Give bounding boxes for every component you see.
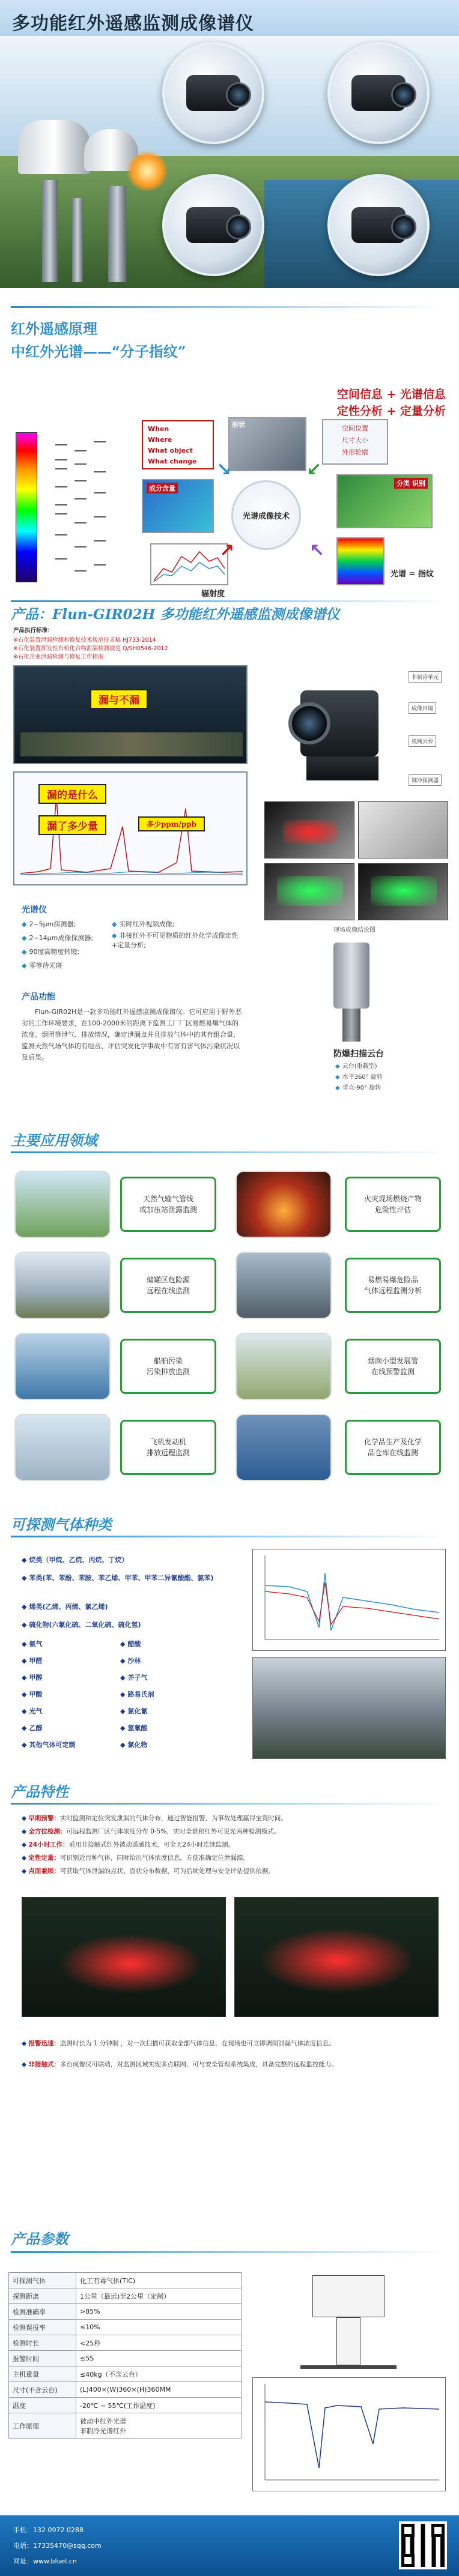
storage-tank-image: [18, 120, 90, 174]
application-label: 飞机发动机 排放远程监测: [120, 1420, 216, 1475]
principle-subtitle: 中红外光谱——“分子指纹”: [11, 343, 186, 360]
radiance-chart-box: [150, 543, 228, 585]
application-image-ship: [14, 1333, 111, 1400]
feature-thermal-image-1: [22, 1897, 226, 2017]
where-label: Where: [148, 436, 172, 444]
refinery-tower-image: [72, 198, 83, 282]
spectrum-pattern-column: [74, 432, 87, 582]
application-image-pipeline: [14, 1171, 111, 1238]
table-row: 报警时间 ≤5S: [9, 2351, 242, 2366]
divider-line: [11, 1536, 448, 1537]
how-much-leaking-tag: 漏了多少量: [38, 815, 106, 835]
exec-standard-heading: 产品执行标准：: [13, 627, 53, 634]
camera-product-image-2: [327, 42, 430, 144]
gas-spectrum-chart: [252, 1549, 446, 1651]
classification-label: 分类 识别: [394, 478, 428, 489]
when-label: When: [148, 425, 169, 433]
feature-item: ◆ 2~5μm探测器;: [22, 920, 76, 928]
what-change-label: What change: [148, 457, 197, 465]
spectrum-pattern-column: [55, 432, 67, 582]
application-label: 烟囱小型发展管 在线预警监测: [345, 1339, 441, 1394]
product-function-paragraph: Flun-GIR02H是一款多功能红外遥感监测成像谱仪。它可应用于野外恶劣的工作环境要求，在100-2000米的距离下监测工厂厂区易燃易爆气体的浓度、烟团等泄气、排放情况，确定泄漏点并且排放气体中的其有组合量、监测天然气场气体的有组合、评估突发化学事故中有害有害气体污染状况以及后果。: [22, 1008, 242, 1061]
gas-spectrum-plot: [253, 1549, 445, 1650]
standard-item: ※石化装置挥发性有机化合物泄漏检测规范 Q/SH0546-2012: [13, 645, 168, 652]
callout-uncooled-unit: 非制冷单元: [409, 671, 442, 683]
application-label: 化学品生产及化学 品仓库在线监测: [345, 1420, 441, 1475]
table-row: 探测距离 1公里（最远)至2公里（定制）: [9, 2288, 242, 2304]
gas-group: ◆ 苯类(苯、苯酚、苯胺、苯乙烯、甲苯、甲苯二异氰酸酯、氯苯): [22, 1574, 214, 1582]
feature-bottom-line: ◆ 报警迅速：监测时长为 1 分钟制 ，对一次扫描可获取全部气体信息，在现场也可立即调阅泄漏气体浓度信息。: [22, 2040, 335, 2047]
arrow-icon: ↗: [219, 540, 235, 561]
feature-bottom-line: ◆ 非接触式：多台成像仪可联动，对监测区域实现多点联网，可与安全管理系统集成，具备完整的远程监控能力。: [22, 2061, 338, 2068]
device-schematic: [252, 2275, 445, 2371]
application-image-chemical-plant: [236, 1252, 332, 1319]
ptz-heading: 防爆扫描云台: [333, 1049, 384, 1059]
size-label: 尺寸大小: [342, 436, 368, 444]
feature-line: ◆ 点面兼顾：可获取气体泄漏的点状、面状分布数据，可为后续处理与安全评估提供依据。: [22, 1868, 275, 1875]
device-image: [282, 666, 403, 786]
callout-cooled-detector: 制冷探测器: [409, 774, 442, 786]
spectrum-pattern-column: [94, 432, 106, 582]
feature-line: ◆ 全方位检测：可远程监测厂区气体浓度分布 0-5%，实时全景和红外可见光两种检测模式。: [22, 1828, 281, 1835]
spectrum-fingerprint-label: 光谱 = 指纹: [391, 570, 434, 579]
gases-title: 可探测气体种类: [11, 1516, 112, 1533]
divider-line: [11, 600, 448, 602]
application-image-tank-farm: [14, 1252, 111, 1319]
gas-group: ◆ 硫化物(六氟化硫、二氧化硫、硫化氢): [22, 1621, 141, 1629]
feature-item: ◆ 非接红外不可见物质的红外化学成像定性+定量分析;: [112, 932, 239, 949]
gas-item: ◆ 路易氏剂: [120, 1691, 154, 1698]
application-label: 火灾现场燃烧产物 危险性评估: [345, 1177, 441, 1232]
principle-right-line-1: 空间信息 + 光谱信息: [336, 388, 446, 401]
gas-item: ◆ 氨气: [22, 1640, 43, 1648]
callout-mechanical-ptz: 机械云台: [409, 735, 436, 747]
gas-item: ◆ 甲酸: [22, 1691, 43, 1698]
principle-title: 红外遥感原理: [11, 320, 97, 337]
gas-item: ◆ 氯化物: [120, 1741, 148, 1749]
imaging-caption: 现场成像结论图: [333, 927, 375, 934]
refinery-tower-image: [42, 180, 58, 282]
table-row: 检测时长 <25秒: [9, 2335, 242, 2351]
software-screen-leak: [13, 665, 248, 764]
composition-image-box: [142, 479, 214, 533]
feature-line: ◆ 定性定量：可识别近百种气体，同时给出气体浓度信息，方便准确定位泄漏源。: [22, 1854, 249, 1862]
footer-website[interactable]: 网址：www.bluel.cn: [13, 2557, 77, 2565]
thermal-image-2: [358, 801, 448, 858]
gas-group: ◆ 烯类(乙烯、丙烯、氯乙烯): [22, 1603, 108, 1611]
feature-item: ◆ 零等待光斑: [22, 962, 62, 970]
radiance-curve: [151, 544, 227, 584]
application-label: 船舶污染 污染排放监测: [120, 1339, 216, 1394]
features-title: 产品特性: [11, 1783, 68, 1800]
application-image-fire: [236, 1171, 332, 1238]
divider-line: [11, 1803, 448, 1805]
feature-line: ◆ 早期预警：实时监测和定位突发泄漏的气体分布，通过智能报警，为事故处理赢得宝贵时间。: [22, 1815, 287, 1822]
feature-item: ◆ 实时红外视频成像;: [112, 920, 175, 928]
thermal-image-3: [264, 863, 354, 920]
qr-code-icon: [399, 2521, 447, 2569]
gas-item: ◆ 乙醇: [22, 1724, 43, 1732]
divider-line: [11, 2251, 448, 2253]
spectrum-cube-image: [336, 537, 385, 585]
features-left-list: [22, 917, 93, 973]
standard-item: ※石化装置泄漏检测和修复技术规范征求稿 HJ733-2014: [13, 637, 156, 644]
thermal-image-4: [358, 863, 448, 920]
footer-phone: 手机：132 0972 0288: [13, 2526, 84, 2534]
shape-label: 形状: [232, 421, 245, 429]
gas-item: ◆ 氯化氰: [120, 1707, 148, 1715]
application-label: 易燃易爆危险品 气体远程监测分析: [345, 1258, 441, 1313]
arrow-icon: ↘: [216, 459, 232, 480]
thermal-image-1: [264, 801, 354, 858]
table-row: 工作原理 被动中红外光谱 非制冷光谱红外: [9, 2413, 242, 2439]
gas-item: ◆ 沙林: [120, 1657, 141, 1665]
spectral-imaging-center: 光谱成像技术: [231, 480, 301, 550]
gas-item: ◆ 醋酸: [120, 1640, 141, 1648]
table-row: 检测准确率 >85%: [9, 2304, 242, 2320]
composition-label: 成分含量: [147, 483, 178, 493]
ptz-image: [324, 943, 378, 1045]
flare-image: [126, 150, 168, 192]
feature-line: ◆ 24小时工作：采用非接触式红外被动遥感技术，可全天24小时连续监测。: [22, 1841, 235, 1848]
ptz-list: [335, 1061, 383, 1094]
gas-group: ◆ 烷类（甲烷、乙烷、丙烷、丁烷）: [22, 1556, 129, 1564]
callout-imaging-eyepiece: 成像目镜: [409, 702, 436, 714]
applications-title: 主要应用领域: [11, 1132, 97, 1149]
ptz-item: ◆ 水平360° 旋转: [335, 1074, 383, 1081]
spatial-position-label: 空间位置: [342, 424, 368, 432]
arrow-icon: ↙: [306, 459, 322, 480]
classification-image-box: [336, 474, 433, 528]
ppm-unit-tag: 多少ppm/ppb: [138, 816, 205, 831]
product-function-heading: 产品功能: [22, 992, 55, 1002]
features-right-list: [112, 917, 241, 950]
application-image-aircraft: [14, 1414, 111, 1481]
table-row: 尺寸(不含云台) (L)400×(W)360×(H)360MM: [9, 2382, 242, 2398]
footer-tel: 电话：17335470@sqq.com: [13, 2542, 102, 2550]
spectrum-color-bar: [16, 432, 37, 582]
table-row: 可探测气体 化工有毒气体(TIC): [9, 2273, 242, 2288]
camera-product-image-4: [327, 174, 430, 276]
principle-right-line-2: 定性分析 + 定量分析: [336, 405, 446, 418]
params-title: 产品参数: [11, 2230, 68, 2248]
detection-plot: [253, 2378, 445, 2491]
gas-item: ◆ 甲醇: [22, 1674, 43, 1682]
application-image-warehouse: [236, 1414, 332, 1481]
gas-field-photo: [252, 1657, 446, 1759]
spatial-info-box: [322, 419, 388, 465]
gas-item: ◆ 芥子气: [120, 1674, 148, 1682]
when-where-box: [142, 420, 214, 469]
feature-item: ◆ 2~14μm成像探测器;: [22, 934, 94, 942]
ptz-item: ◆ 垂直-90° 旋转: [335, 1085, 381, 1091]
table-row: 主机重量 ≤40kg（不含云台）: [9, 2366, 242, 2382]
table-row: 温度 -20℃ ~ 55℃(工作温度): [9, 2398, 242, 2413]
params-table: [8, 2272, 242, 2439]
camera-product-image-3: [162, 174, 264, 276]
standard-item: ※石化企业泄漏检测与修复工作指南: [13, 654, 104, 660]
detection-chart: [252, 2377, 446, 2491]
divider-line: [11, 306, 448, 308]
footer: [0, 2515, 459, 2576]
product-title: 产品：Flun-GIR02H 多功能红外遥感监测成像谱仪: [11, 606, 340, 623]
gas-item: ◆ 其他气体可定制: [22, 1741, 76, 1749]
arrow-icon: ↖: [309, 540, 325, 561]
hero-title: 多功能红外遥感监测成像谱仪: [12, 13, 254, 34]
gas-item: ◆ 光气: [22, 1707, 43, 1715]
feature-item: ◆ 90度高精度转镜;: [22, 948, 80, 956]
camera-product-image-1: [162, 42, 264, 144]
what-is-leaking-tag: 漏的是什么: [38, 784, 106, 804]
divider-line: [11, 1151, 448, 1153]
what-object-label: What object: [148, 447, 193, 454]
feature-thermal-image-2: [234, 1897, 439, 2017]
refinery-tower-image: [108, 186, 126, 282]
gas-item: ◆ 氢氰酸: [120, 1724, 148, 1732]
gas-item: ◆ 甲醛: [22, 1657, 43, 1665]
outline-label: 外形轮廓: [342, 448, 368, 456]
radiance-label: 辐射度: [201, 590, 225, 599]
application-image-chimney: [236, 1333, 332, 1400]
table-row: 检测误报率 ≤10%: [9, 2320, 242, 2335]
light-path-heading: 光谱仪: [22, 905, 47, 915]
application-label: 储罐区危险源 远程在线监测: [120, 1258, 216, 1313]
shape-image-box: [228, 417, 306, 471]
ptz-item: ◆ 云台(重载型): [335, 1063, 377, 1070]
leak-or-not-tag: 漏与不漏: [90, 689, 148, 709]
application-label: 天然气输气管线 或加压站泄露监测: [120, 1177, 216, 1232]
hero-banner: [0, 0, 459, 288]
